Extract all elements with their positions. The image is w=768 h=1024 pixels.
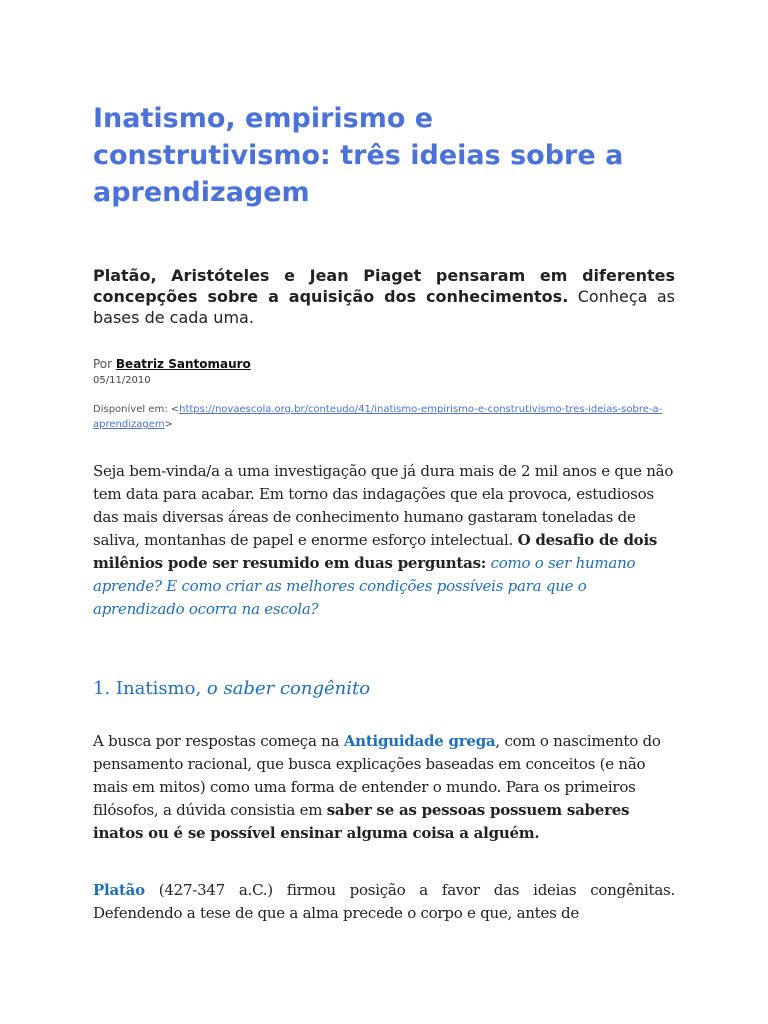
lead-rest: Conheça as bases de cada uma. (93, 287, 675, 327)
section-paragraph-1 (93, 730, 675, 845)
section-heading-inatismo (93, 676, 370, 702)
section-paragraph-2 (93, 879, 675, 925)
intro-text: Seja bem-vinda/a a uma investigação que já dura mais de 2 mil anos e que não tem data para acabar. Em torno das indagações que ela provoca, estudiosos das mais diversas áreas de conhecimento humano gastaram toneladas de saliva, montanhas de papel e enorme esforço intelectual. (93, 462, 674, 549)
platao-link[interactable]: Platão (93, 881, 145, 899)
intro-question: como o ser humano aprende? E como criar as melhores condições possíveis para que o aprendizado ocorra na escola? (93, 554, 636, 618)
author-link[interactable]: Beatriz Santomauro (115, 357, 251, 371)
publish-date: 05/11/2010 (93, 375, 151, 386)
byline-prefix: Por (93, 357, 116, 371)
source-link[interactable]: https://novaescola.org.br/conteudo/41/inatismo-empirismo-e-construtivismo-tres-ideias-sobre-a-aprendizagem (93, 404, 663, 430)
intro-bold: O desafio de dois milênios pode ser resumido em duas perguntas: (93, 531, 658, 572)
lead-bold: Platão, Aristóteles e Jean Piaget pensaram em diferentes concepções sobre a aquisição dos conhecimentos. (93, 266, 675, 306)
article-lead (93, 265, 675, 328)
byline (93, 356, 675, 373)
p1-mid: , com o nascimento do pensamento racional, que busca explicações baseadas em conceitos (e não mais em mitos) como uma forma de entender o mundo. Para os primeiros filósofos, a dúvida consistia em (93, 732, 661, 819)
intro-paragraph (93, 460, 675, 621)
antiguidade-grega-link[interactable]: Antiguidade grega (343, 732, 496, 750)
source-suffix: > (164, 419, 173, 430)
p2-rest: (427-347 a.C.) firmou posição a favor das ideias congênitas. Defendendo a tese de que a alma precede o corpo e que, antes de (93, 881, 675, 922)
section-number-title: 1. Inatismo, (93, 678, 202, 699)
source-line (93, 402, 675, 432)
article-title: Inatismo, empirismo e construtivismo: três ideias sobre a aprendizagem (93, 103, 624, 208)
section-subtitle: o saber congênito (201, 678, 371, 699)
source-prefix: Disponível em: < (93, 404, 180, 415)
p1-bold: saber se as pessoas possuem saberes inatos ou é se possível ensinar alguma coisa a alguém. (93, 801, 630, 842)
p1-start: A busca por respostas começa na (93, 732, 344, 750)
